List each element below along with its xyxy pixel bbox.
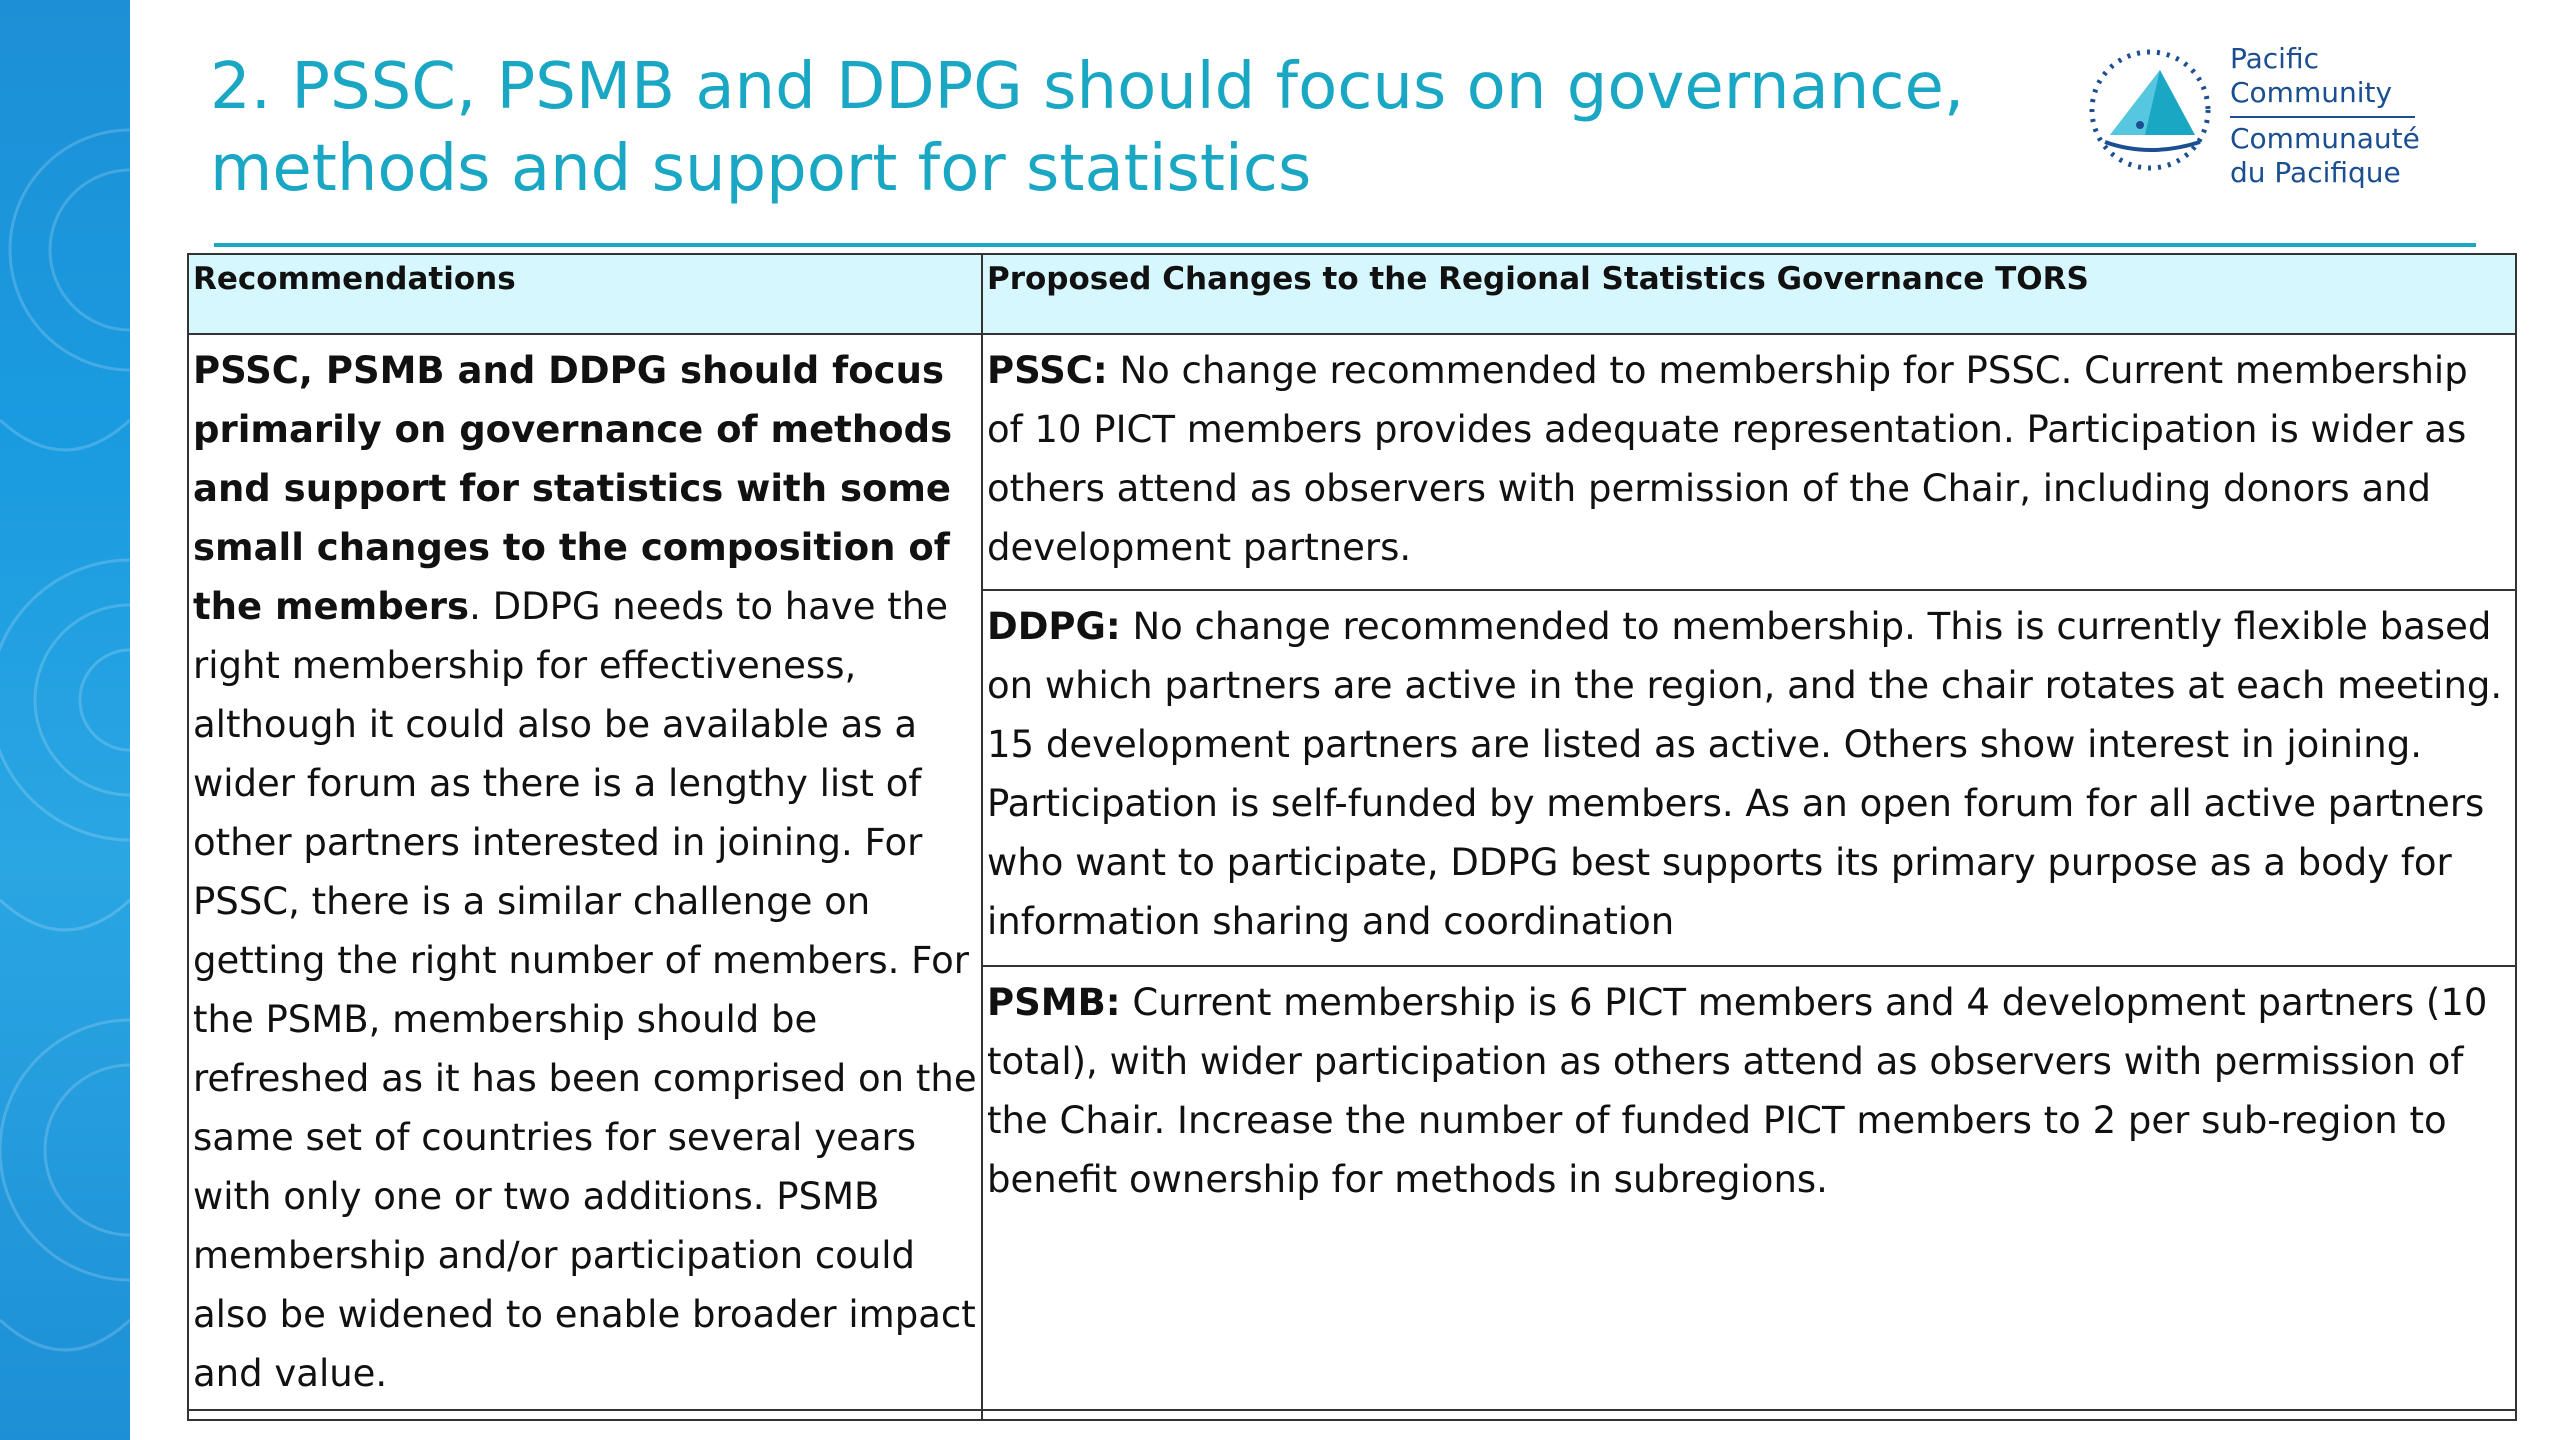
logo-wordmark (2230, 42, 2420, 190)
footer-cell-right (982, 1410, 2516, 1420)
recommendation-text: . DDPG needs to have the right membership for effectiveness, although it could also be available as a wider forum as there is a lengthy list of other partners interested in joining. For PSSC, there is a similar challenge on getting the right number of members. For the PSMB, membership should be refreshed as it has been comprised on the same set of countries for several years with only one or two additions. PSMB membership and/or participation could also be widened to enable broader impact and value. (193, 585, 977, 1395)
ddpg-text: No change recommended to membership. This is currently flexible based on which partners are active in the region, and the chair rotates at each meeting. 15 development partners are listed as active. Others show interest in joining. Participation is self-funded by members. As an open forum for all active partners who want to participate, DDPG best supports its primary purpose as a body for information sharing and coordination (987, 604, 2503, 943)
pssc-change-cell (982, 334, 2516, 590)
ddpg-label: DDPG: (987, 604, 1121, 648)
decorative-side-band (0, 0, 130, 1440)
recommendation-bold: PSSC, PSMB and DDPG should focus primarily on governance of methods and support for statistics with some small changes to the composition of the members (193, 349, 953, 628)
logo-divider (2230, 116, 2415, 118)
title-line-1: 2. PSSC, PSMB and DDPG should focus on governance, (210, 50, 1965, 124)
table-footer-row (188, 1410, 2516, 1420)
footer-cell-left (188, 1410, 982, 1420)
logo-line-3: Communauté (2230, 122, 2420, 155)
header-proposed-changes: Proposed Changes to the Regional Statistics Governance TORS (982, 254, 2516, 334)
table-row (188, 334, 2516, 590)
pssc-label: PSSC: (987, 349, 1108, 392)
slide-title (210, 46, 1990, 210)
title-line-2: methods and support for statistics (210, 132, 1312, 206)
header-recommendations: Recommendations (188, 254, 982, 334)
logo-line-4: du Pacifique (2230, 156, 2401, 189)
pssc-text: No change recommended to membership for PSSC. Current membership of 10 PICT members provides adequate representation. Participation is wider as others attend as observers with permission of the Chair, including donors and development partners. (987, 349, 2468, 569)
governance-table (187, 253, 2517, 1421)
recommendation-cell (188, 334, 982, 1410)
table-header-row (188, 254, 2516, 334)
pattern-decoration (0, 0, 130, 1440)
title-underline (214, 243, 2476, 247)
logo-line-2: Community (2230, 76, 2393, 109)
psmb-text: Current membership is 6 PICT members and 4 development partners (10 total), with wider participation as others attend as observers with permission of the Chair. Increase the number of funded PICT members to 2 per sub-region to benefit ownership for methods in subregions. (987, 981, 2488, 1202)
psmb-change-cell (982, 966, 2516, 1410)
ddpg-change-cell (982, 590, 2516, 966)
psmb-label: PSMB: (987, 981, 1121, 1025)
logo-line-1: Pacific (2230, 42, 2319, 75)
